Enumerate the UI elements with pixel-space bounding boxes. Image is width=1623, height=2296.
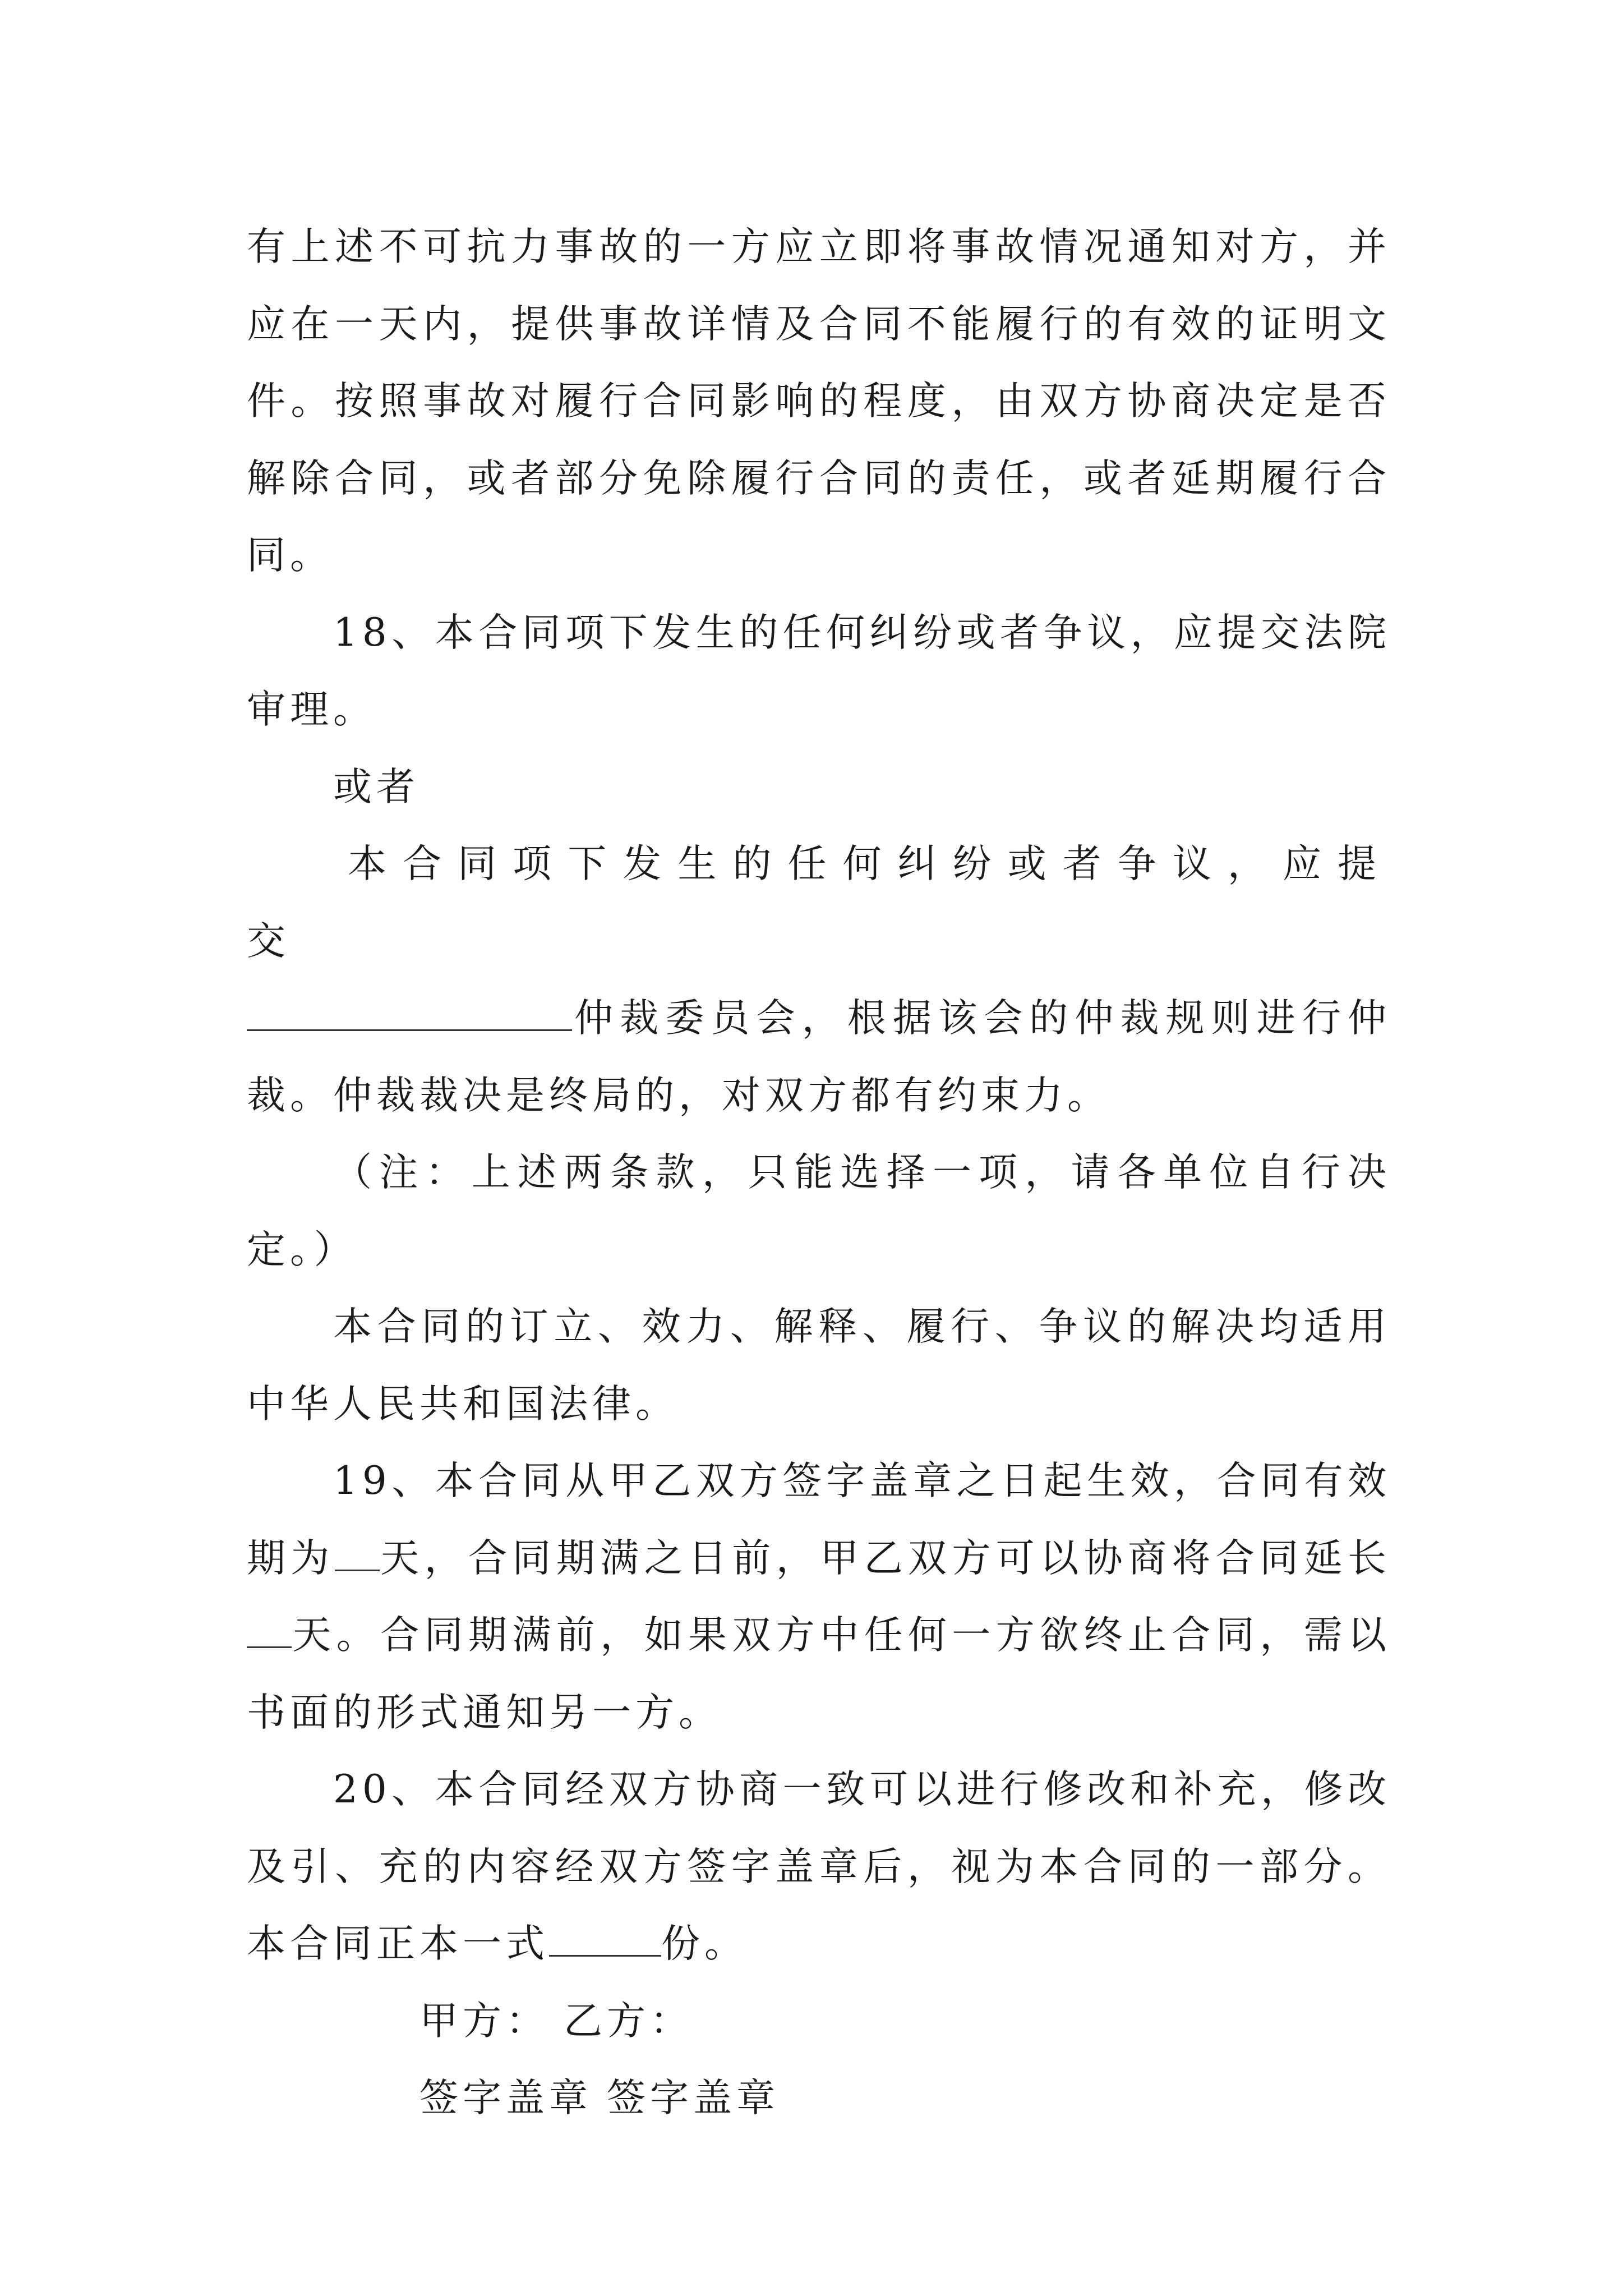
paragraph-clause-18: 18、本合同项下发生的任何纠纷或者争议，应提交法院审理。 bbox=[247, 610, 1391, 732]
party-b-signature-label: 签字盖章 bbox=[607, 2076, 780, 2120]
paragraph-or: 或者 bbox=[333, 764, 419, 809]
copies-count-blank bbox=[549, 1918, 661, 1957]
party-a-signature-label: 签字盖章 bbox=[419, 2076, 592, 2120]
arbitration-rest: 仲裁委员会，根据该会的仲裁规则进行仲裁。仲裁裁决是终局的，对双方都有约束力。 bbox=[247, 996, 1391, 1118]
validity-days-blank bbox=[335, 1533, 380, 1571]
clause-20-part-b: 份。 bbox=[661, 1921, 748, 1966]
clause-20-part-a: 20、本合同经双方协商一致可以进行修改和补充，修改及引、充的内容经双方签字盖章后，视为本合同的一部分。本合同正本一式 bbox=[247, 1767, 1391, 1966]
clause-19-part-b: 天，合同期满之日前，甲乙双方可以协商将合同延长 bbox=[379, 1535, 1391, 1581]
paragraph-governing-law: 本合同的订立、效力、解释、履行、争议的解决均适用中华人民共和国法律。 bbox=[247, 1304, 1391, 1427]
clause-19-part-c: 天。合同期满前，如果双方中任何一方欲终止合同，需以书面的形式通知另一方。 bbox=[247, 1613, 1391, 1735]
paragraph-clause-19 bbox=[247, 1443, 1391, 1751]
paragraph-force-majeure: 有上述不可抗力事故的一方应立即将事故情况通知对方，并应在一天内，提供事故详情及合同不能履行的有效的证明文件。按照事故对履行合同影响的程度，由双方协商决定是否解除合同，或者部分免除履行合同的责任，或者延期履行合同。 bbox=[247, 224, 1391, 578]
paragraph-note: （注：上述两条款，只能选择一项，请各单位自行决定。） bbox=[247, 1150, 1391, 1272]
arbitration-commission-blank bbox=[247, 992, 572, 1031]
extension-days-blank bbox=[247, 1609, 292, 1648]
clause-19-part-a: 19、本合同从甲乙双方签字盖章之日起生效，合同有效期为 bbox=[247, 1458, 1391, 1581]
party-b-label: 乙方： bbox=[564, 1998, 693, 2044]
document-body bbox=[247, 209, 1391, 2137]
party-line bbox=[247, 1983, 1391, 2060]
party-a-label: 甲方： bbox=[419, 1998, 549, 2044]
paragraph-arbitration bbox=[247, 826, 1391, 1134]
paragraph-clause-20 bbox=[247, 1751, 1391, 1983]
signature-line bbox=[247, 2060, 1391, 2137]
arbitration-first-line: 本合同项下发生的任何纠纷或者争议，应提交 bbox=[247, 841, 1391, 964]
